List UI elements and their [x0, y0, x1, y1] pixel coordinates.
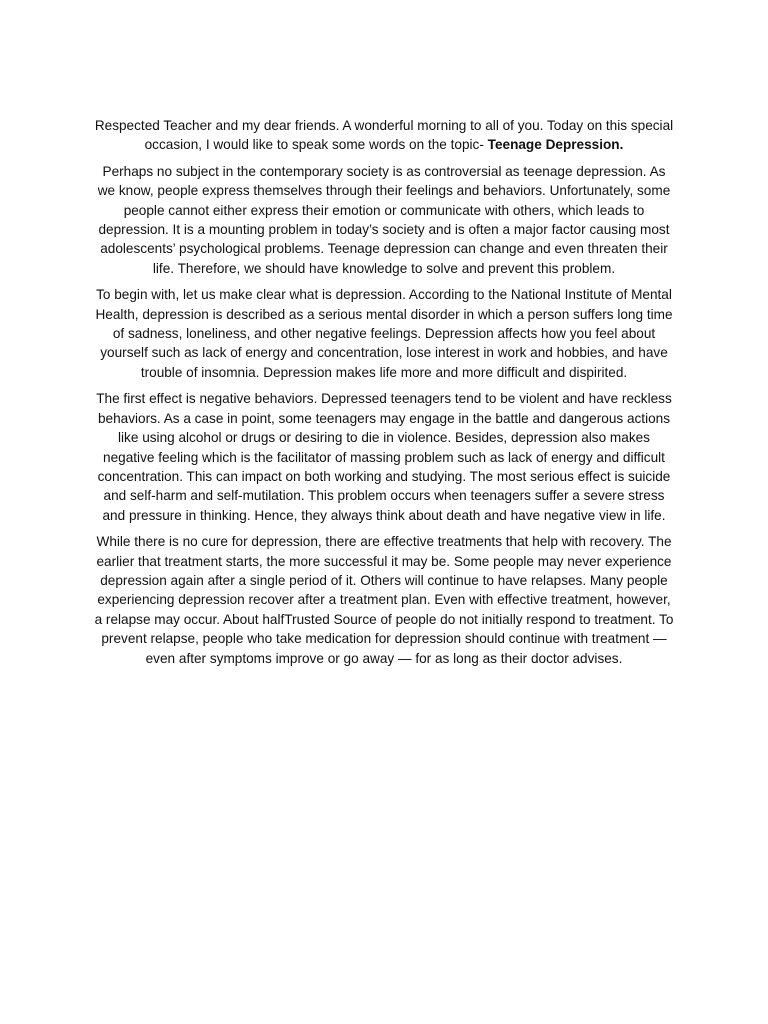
paragraph-contemporary-society: Perhaps no subject in the contemporary society is as controversial as teenage depression. As we know, people express themselves through their feelings and behaviors. Unfortunately, some people cannot either express their emotion or communicate with others, which leads to depression. It is a mounting problem in today’s society and is often a major factor causing most adolescents’ psychological problems. Teenage depression can change and even threaten their life. Therefore, we should have knowledge to solve and prevent this problem. — [97, 163, 671, 276]
document-body — [92, 116, 676, 675]
topic-title: Teenage Depression. — [487, 137, 624, 153]
paragraph-effects: The first effect is negative behaviors. Depressed teenagers tend to be violent and have reckless behaviors. As a case in point, some teenagers may engage in the battle and dangerous actions like using alcohol or drugs or desiring to die in violence. Besides, depression also makes negative feeling which is the facilitator of massing problem such as lack of energy and difficult concentration. This can impact on both working and studying. The most serious effect is suicide and self-harm and self-mutilation. This problem occurs when teenagers suffer a severe stress and pressure in thinking. Hence, they always think about death and have negative view in life. — [96, 391, 672, 523]
intro-text: Respected Teacher and my dear friends. A wonderful morning to all of you. Today on this special occasion, I would like to speak some words on the topic- — [94, 118, 674, 153]
paragraph-treatment: While there is no cure for depression, there are effective treatments that help with recovery. The earlier that treatment starts, the more successful it may be. Some people may never experience depression again after a single period of it. Others will continue to have relapses. Many people experiencing depression recover after a treatment plan. Even with effective treatment, however, a relapse may occur. About halfTrusted Source of people do not initially respond to treatment. To prevent relapse, people who take medication for depression should continue with treatment — even after symptoms improve or go away — for as long as their doctor advises. — [94, 534, 674, 666]
intro-paragraph — [92, 116, 676, 155]
paragraph-definition: To begin with, let us make clear what is depression. According to the National Institute of Mental Health, depression is described as a serious mental disorder in which a person suffers long time of sadness, loneliness, and other negative feelings. Depression affects how you feel about yourself such as lack of energy and concentration, lose interest in work and hobbies, and have trouble of insomnia. Depression makes life more and more difficult and dispirited. — [95, 287, 673, 380]
